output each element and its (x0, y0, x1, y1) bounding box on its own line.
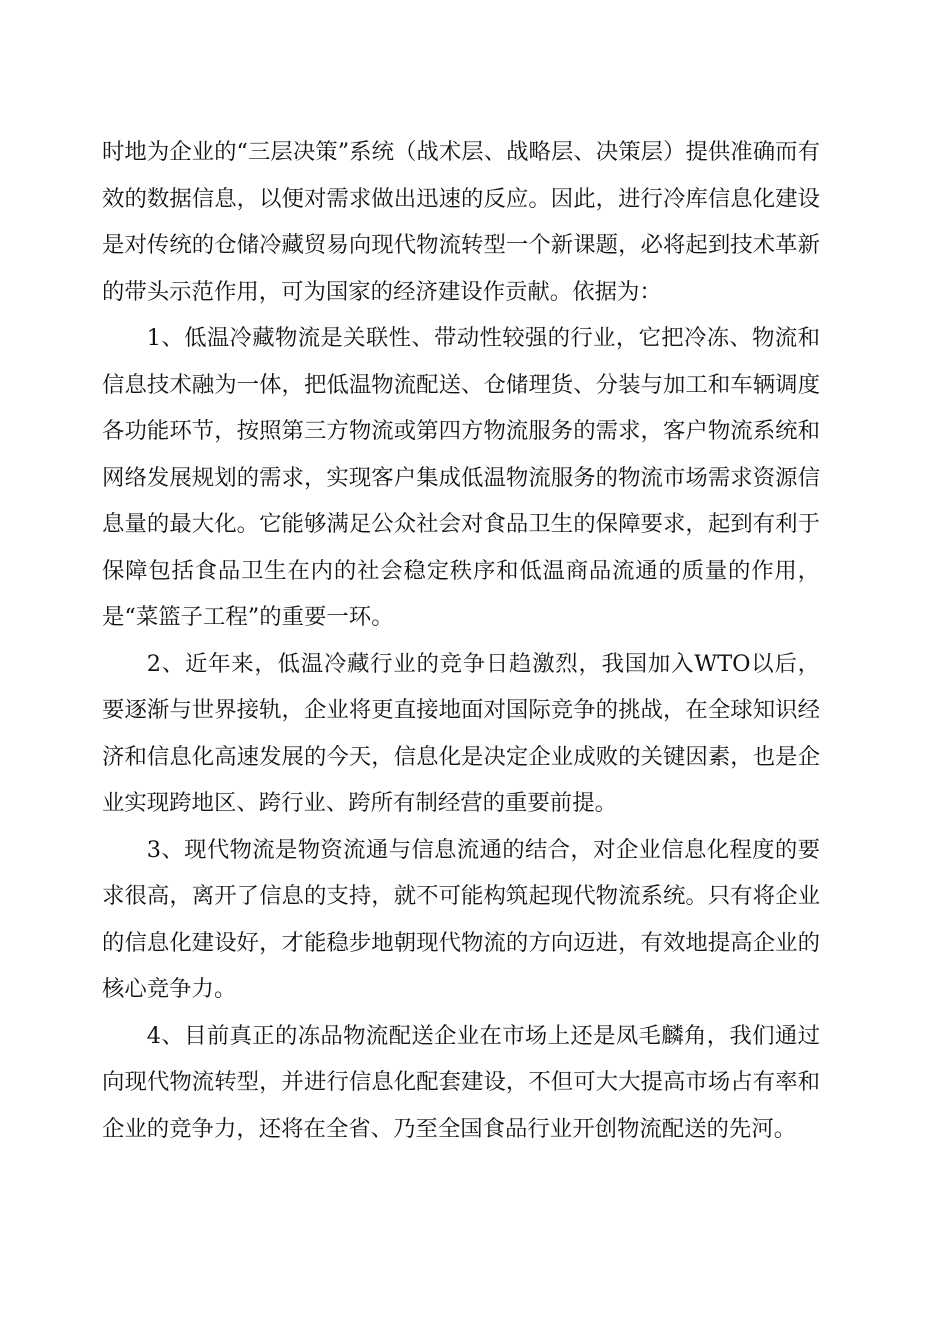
paragraph-point-2: 2、近年来，低温冷藏行业的竞争日趋激烈，我国加入WTO以后，要逐渐与世界接轨，企业将更直接地面对国际竞争的挑战，在全球知识经济和信息化高速发展的今天，信息化是决定企业成败的关键因素，也是企业实现跨地区、跨行业、跨所有制经营的重要前提。 (102, 650, 820, 816)
paragraph-point-3: 3、现代物流是物资流通与信息流通的结合，对企业信息化程度的要求很高，离开了信息的支持，就不可能构筑起现代物流系统。只有将企业的信息化建设好，才能稳步地朝现代物流的方向迈进，有效地提高企业的核心竞争力。 (102, 836, 820, 1002)
paragraph-point-4: 4、目前真正的冻品物流配送企业在市场上还是凤毛麟角，我们通过向现代物流转型，并进行信息化配套建设，不但可大大提高市场占有率和企业的竞争力，还将在全省、乃至全国食品行业开创物流配送的先河。 (102, 1022, 820, 1142)
body-text (102, 129, 820, 1152)
paragraph-point-1: 1、低温冷藏物流是关联性、带动性较强的行业，它把冷冻、物流和信息技术融为一体，把低温物流配送、仓储理货、分装与加工和车辆调度各功能环节，按照第三方物流或第四方物流服务的需求，客户物流系统和网络发展规划的需求，实现客户集成低温物流服务的物流市场需求资源信息量的最大化。它能够满足公众社会对食品卫生的保障要求，起到有利于保障包括食品卫生在内的社会稳定秩序和低温商品流通的质量的作用，是“菜篮子工程”的重要一环。 (102, 325, 820, 630)
paragraph-intro: 时地为企业的“三层决策”系统（战术层、战略层、决策层）提供准确而有效的数据信息，以便对需求做出迅速的反应。因此，进行冷库信息化建设是对传统的仓储冷藏贸易向现代物流转型一个新课题，必将起到技术革新的带头示范作用，可为国家的经济建设作贡献。依据为： (102, 139, 820, 305)
